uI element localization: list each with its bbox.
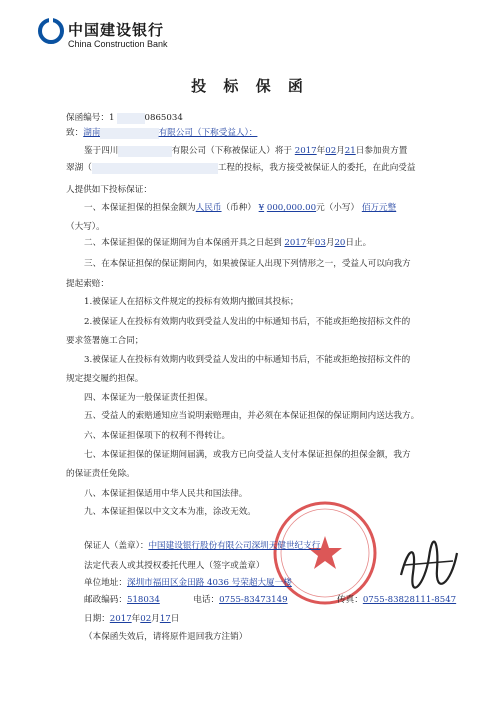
clause-7-line-2: 的保证责任免除。 bbox=[66, 469, 135, 479]
ccb-logo-icon bbox=[38, 18, 64, 44]
sub-item-2-line-1: 2.被保证人在投标有效期内收到受益人发出的中标通知书后，不能或拒绝按招标文件的 bbox=[84, 317, 411, 327]
clause-2: 二、本保证担保的保证期间为自本保函开具之日起到 2017年03月20日止。 bbox=[84, 238, 372, 248]
intro-line-1: 鉴于四川xxxxxxxxxxx有限公司（下称被保证人）将于 2017年02月21日参加贵方置 bbox=[84, 146, 408, 156]
clause-3-line-1: 三、在本保证担保的保证期间内，如果被保证人出现下列情形之一，受益人可以向我方 bbox=[84, 259, 411, 269]
clause-4: 四、本保证为一般保证责任担保。 bbox=[84, 393, 213, 403]
clause-9: 九、本保证担保以中文文本为准，涂改无效。 bbox=[84, 507, 256, 517]
clause-1-line-1: 一、本保证担保的担保金额为人民币（币种） ¥ 000,000.00元（小写） 佰万元整 bbox=[84, 203, 397, 213]
bank-seal-icon bbox=[270, 498, 380, 608]
bank-name-cn: 中国建设银行 bbox=[68, 21, 165, 39]
addressee-line: 致：湖南xxxxxxxxxxxx有限公司（下称受益人）： bbox=[66, 128, 258, 138]
sub-item-2-line-2: 要求签署施工合同； bbox=[66, 336, 144, 346]
return-note: （本保函失效后，请将原件退回我方注销） bbox=[84, 632, 248, 642]
letter-number: 保函编号：1 000000865034 bbox=[66, 113, 183, 123]
contact-line: 邮政编码：518034 电话：0755-83473149 传真：0755-83828111-8547 bbox=[84, 595, 457, 605]
clause-5: 五、受益人的索赔通知应当说明索赔理由，并必须在本保证担保的保证期间内送达我方。 bbox=[84, 411, 420, 421]
clause-3-line-2: 提起索赔： bbox=[66, 279, 109, 289]
date-line: 日期：2017年02月17日 bbox=[84, 614, 180, 624]
representative-line: 法定代表人或其授权委托代理人（签字或盖章） bbox=[84, 561, 265, 571]
bank-name-en: China Construction Bank bbox=[68, 39, 168, 49]
clause-7-line-1: 七、本保证担保的保证期间届满，或我方已向受益人支付本保证担保的担保金额，我方 bbox=[84, 450, 411, 460]
guarantor-line: 保证人（盖章）：中国建设银行股份有限公司深圳天健世纪支行 bbox=[84, 541, 321, 551]
clause-8: 八、本保证担保适用中华人民共和国法律。 bbox=[84, 489, 248, 499]
intro-line-3: 人提供如下投标保证： bbox=[66, 185, 152, 195]
sub-item-3-line-1: 3.被保证人在投标有效期内收到受益人发出的中标通知书后，不能或拒绝按招标文件的 bbox=[84, 355, 411, 365]
signature-icon bbox=[395, 535, 465, 595]
clause-6: 六、本保证担保项下的权利不得转让。 bbox=[84, 431, 231, 441]
clause-1-line-2: （大写）。 bbox=[66, 222, 105, 232]
sub-item-3-line-2: 规定提交履约担保。 bbox=[66, 374, 144, 384]
sub-item-1: 1.被保证人在招标文件规定的投标有效期内撤回其投标； bbox=[84, 297, 299, 307]
bank-logo bbox=[38, 18, 198, 54]
address-line: 单位地址：深圳市福田区金田路 4036 号荣超大厦一楼 bbox=[84, 578, 292, 588]
document-title: 投 标 保 函 bbox=[191, 77, 309, 95]
intro-line-2: 翠湖（xxxxxxxxxxxxxxxxxxxxxxxxxx工程的投标，我方接受被保证人的委托，在此向受益 bbox=[66, 163, 416, 173]
